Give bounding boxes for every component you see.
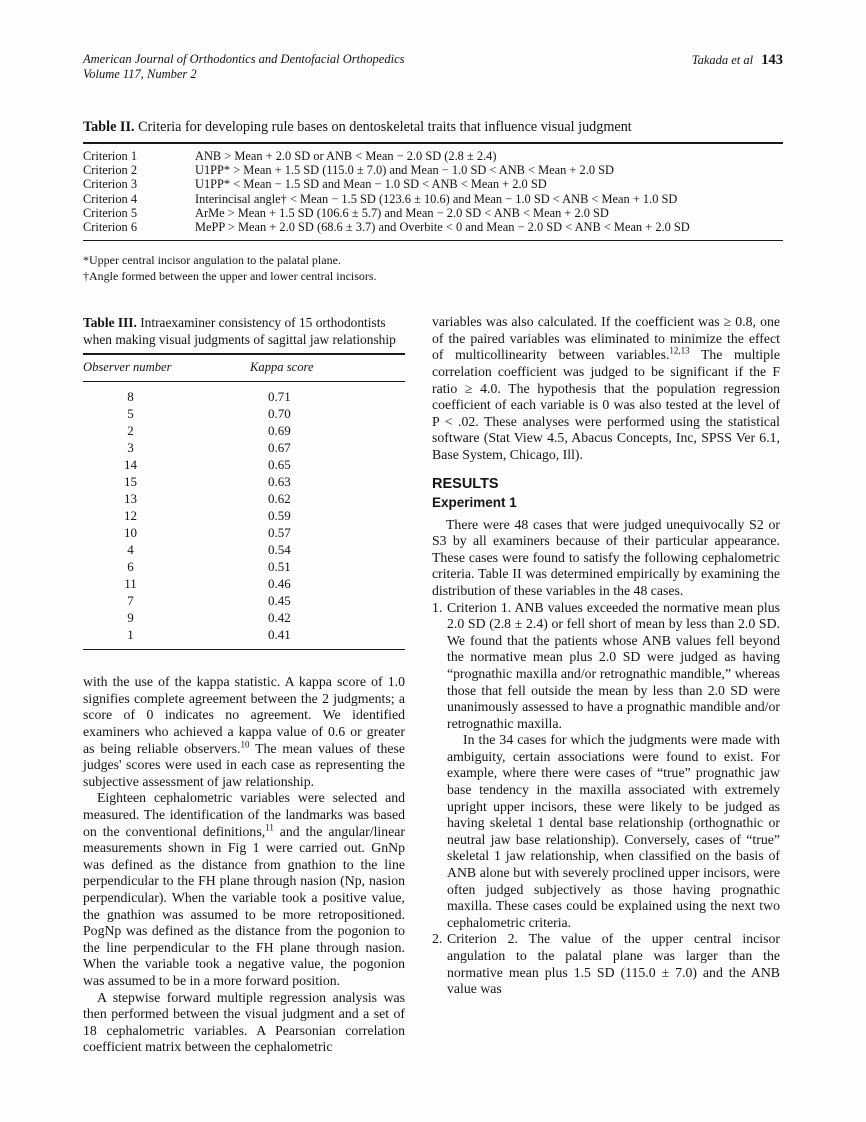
criterion-label: Criterion 6	[83, 220, 138, 235]
list-item-criterion-1	[432, 600, 780, 932]
observer-column-header: Observer number	[83, 360, 172, 375]
kappa-cell: 0.69	[268, 423, 291, 439]
criterion-row	[83, 206, 783, 220]
criterion-label: Criterion 5	[83, 205, 138, 220]
criterion-label: Criterion 1	[83, 149, 138, 163]
kappa-cell: 0.42	[268, 610, 291, 626]
observer-cell: 8	[127, 389, 134, 405]
criterion-definition: MePP > Mean + 2.0 SD (68.6 ± 3.7) and Overbite < 0 and Mean − 2.0 SD < ANB < Mean + 2.0 SD	[195, 220, 690, 235]
table-row	[83, 609, 405, 626]
table-row	[83, 575, 405, 592]
list-number: 2.	[432, 931, 443, 947]
list-item-criterion-2	[432, 931, 780, 997]
running-authors: Takada et al	[691, 53, 754, 67]
table-2-footnote: †Angle formed between the upper and lower central incisors.	[83, 268, 377, 283]
reference-superscript: 11	[265, 821, 274, 832]
observer-cell: 9	[127, 610, 134, 626]
journal-title: American Journal of Orthodontics and Dentofacial Orthopedics	[83, 52, 405, 66]
table-2	[83, 118, 783, 284]
kappa-cell: 0.57	[268, 525, 291, 541]
criterion-row	[83, 149, 783, 163]
table-row	[83, 439, 405, 456]
criterion-definition: ANB > Mean + 2.0 SD or ANB < Mean − 2.0 SD (2.8 ± 2.4)	[195, 149, 497, 163]
paragraph-text: Eighteen cephalometric variables were selected and measured. The identification of the landmarks was based on the conventional definitions,	[83, 790, 405, 839]
table-row	[83, 490, 405, 507]
observer-cell: 5	[127, 406, 134, 422]
paragraph-text: and the angular/linear measurements shown in Fig 1 were carried out. GnNp was defined as the distance from gnathion to the line perpendicular to the FH plane through nasion (Np, nasion perpendicular). When the variable took a positive value, the gnathion was assumed to be more retropositioned. PogNp was defined as the distance from the pogonion to the line perpendicular to the FH plane through nasion. When the variable took a negative value, the pogonion was assumed to be in a more forward position.	[83, 823, 405, 988]
kappa-cell: 0.71	[268, 389, 291, 405]
observer-cell: 11	[124, 576, 137, 592]
left-column	[83, 314, 405, 1056]
page-number: 143	[761, 52, 783, 68]
paragraph-text: variables was also calculated. If the coefficient was ≥ 0.8, one of the paired variables was eliminated to minimize the effect of multicollinearity between variables.	[432, 314, 780, 363]
table-3-label: Table III.	[83, 315, 137, 331]
kappa-cell: 0.65	[268, 457, 291, 473]
observer-cell: 6	[127, 559, 134, 575]
observer-cell: 2	[127, 423, 134, 439]
criterion-label: Criterion 3	[83, 177, 138, 192]
kappa-cell: 0.67	[268, 440, 291, 456]
paragraph-multicollinearity	[432, 314, 780, 463]
observer-cell: 12	[124, 508, 137, 524]
observer-cell: 13	[124, 491, 137, 507]
kappa-column-header: Kappa score	[250, 360, 314, 375]
kappa-cell: 0.46	[268, 576, 291, 592]
table-2-title: Criteria for developing rule bases on dentoskeletal traits that influence visual judgment	[138, 119, 632, 135]
table-row	[83, 422, 405, 439]
table-row	[83, 541, 405, 558]
criterion-row	[83, 163, 783, 177]
table-3-header	[83, 355, 405, 381]
kappa-cell: 0.45	[268, 593, 291, 609]
kappa-cell: 0.70	[268, 406, 291, 422]
paragraph-cephalometric-variables	[83, 790, 405, 989]
table-2-caption	[83, 118, 783, 136]
observer-cell: 4	[127, 542, 134, 558]
list-item-text: Criterion 1. ANB values exceeded the normative mean plus 2.0 SD (2.8 ± 2.4) or fell short of mean by less than 2.0 SD. We found that the patients whose ANB values fell beyond the normative mean plus 2.0 SD were judged as having “prognathic maxilla and/or retrognathic mandible,” whereas those that fell outside the mean by less than 2.0 SD were unanimously assessed to have a prognathic mandible and/or retrognathic maxilla.	[447, 599, 780, 731]
table-2-label: Table II.	[83, 119, 135, 135]
results-heading: RESULTS	[432, 475, 499, 492]
observer-cell: 14	[124, 457, 137, 473]
table-row	[83, 626, 405, 643]
experiment-1-heading: Experiment 1	[432, 494, 517, 510]
observer-cell: 3	[127, 440, 134, 456]
table-3-title: Intraexaminer consistency of 15 orthodontists when making visual judgments of sagittal jaw relationship	[83, 315, 396, 348]
criterion-definition: Interincisal angle† < Mean − 1.5 SD (123.6 ± 10.6) and Mean − 1.0 SD < ANB < Mean + 1.0 SD	[195, 191, 678, 206]
table-row	[83, 592, 405, 609]
criterion-definition: U1PP* < Mean − 1.5 SD and Mean − 1.0 SD < ANB < Mean + 2.0 SD	[195, 177, 547, 192]
running-head-left	[83, 52, 405, 82]
table-row	[83, 473, 405, 490]
observer-cell: 7	[127, 593, 134, 609]
reference-superscript: 10	[240, 739, 250, 749]
observer-cell: 10	[124, 525, 137, 541]
paragraph-kappa-statistic	[83, 674, 405, 790]
table-row	[83, 456, 405, 473]
kappa-cell: 0.51	[268, 559, 291, 575]
criterion-label: Criterion 2	[83, 163, 138, 178]
observer-cell: 1	[127, 627, 134, 643]
criterion-definition: U1PP* > Mean + 1.5 SD (115.0 ± 7.0) and Mean − 1.0 SD < ANB < Mean + 2.0 SD	[195, 163, 614, 178]
criterion-row	[83, 220, 783, 234]
table-2-bottom-rule	[83, 240, 783, 241]
table-row	[83, 558, 405, 575]
paragraph-regression-analysis: A stepwise forward multiple regression analysis was then performed between the visual judgment and a set of 18 cephalometric variables. A Pearsonian correlation coefficient matrix between the cephalometric	[83, 989, 405, 1055]
table-3-bottom-rule	[83, 649, 405, 650]
list-item-text: Criterion 2. The value of the upper central incisor angulation to the palatal plane was larger than the normative mean plus 1.5 SD (115.0 ± 7.0) and the ANB value was	[447, 931, 780, 997]
table-row	[83, 388, 405, 405]
paragraph-text: with the use of the kappa statistic. A kappa score of 1.0 signifies complete agreement between the 2 judgments; a score of 0 indicates no agreement. We identified examiners who achieved a kappa value of 0.6 or greater as being reliable observers.	[83, 674, 405, 756]
kappa-cell: 0.59	[268, 508, 291, 524]
kappa-cell: 0.62	[268, 491, 291, 507]
running-head-right	[692, 52, 783, 69]
criterion-row	[83, 192, 783, 206]
table-2-body	[83, 144, 783, 240]
kappa-cell: 0.63	[268, 474, 291, 490]
right-column	[432, 314, 780, 1056]
page-header	[83, 52, 783, 82]
paragraph-text: The mean values of these judges' scores were used in each case as representing the subjective assessment of jaw relationship.	[83, 740, 405, 789]
list-item-continuation: In the 34 cases for which the judgments were made with ambiguity, certain associations were found to exist. For example, where there were cases of “true” prognathic jaw base tendency in the maxilla associated with extremely upright upper incisors, these were likely to be judged as having skeletal 1 dental base relationship (orthognathic or neutral jaw base relationship). Conversely, cases of “true” skeletal 1 jaw relationship, when classified on the basis of ANB alone but with severely proclined upper incisors, were often judged subjectively as those having prognathic maxilla. These cases could be explained using the next two cephalometric criteria.	[447, 732, 780, 930]
observer-cell: 15	[124, 474, 137, 490]
table-row	[83, 524, 405, 541]
table-2-footnote: *Upper central incisor angulation to the palatal plane.	[83, 253, 341, 268]
journal-issue: Volume 117, Number 2	[83, 67, 197, 81]
table-2-footnotes	[83, 253, 783, 284]
table-row	[83, 405, 405, 422]
paragraph-text: The multiple correlation coefficient was judged to be significant if the F ratio ≥ 4.0. The hypothesis that the population regression coefficient of each variable is 0 was also tested at the level of P < .02. These analyses were performed using the statistical software (Stat View 4.5, Abacus Concepts, Inc, SPSS Ver 6.1, Base System, Chicago, Ill).	[432, 347, 780, 462]
paragraph-48-cases: There were 48 cases that were judged unequivocally S2 or S3 by all examiners because of their particular appearance. These cases were found to satisfy the following cephalometric criteria. Table II was determined empirically by examining the distribution of these variables in the 48 cases.	[432, 516, 780, 598]
table-3	[83, 314, 405, 650]
two-column-body	[83, 314, 783, 1056]
kappa-cell: 0.41	[268, 627, 291, 643]
list-number: 1.	[432, 599, 443, 615]
criterion-row	[83, 177, 783, 191]
criterion-definition: ArMe > Mean + 1.5 SD (106.6 ± 5.7) and Mean − 2.0 SD < ANB < Mean + 2.0 SD	[195, 205, 609, 220]
kappa-cell: 0.54	[268, 542, 291, 558]
criterion-label: Criterion 4	[83, 191, 138, 206]
table-row	[83, 507, 405, 524]
reference-superscript: 12,13	[669, 345, 690, 356]
table-3-body	[83, 382, 405, 649]
table-3-caption	[83, 314, 405, 348]
